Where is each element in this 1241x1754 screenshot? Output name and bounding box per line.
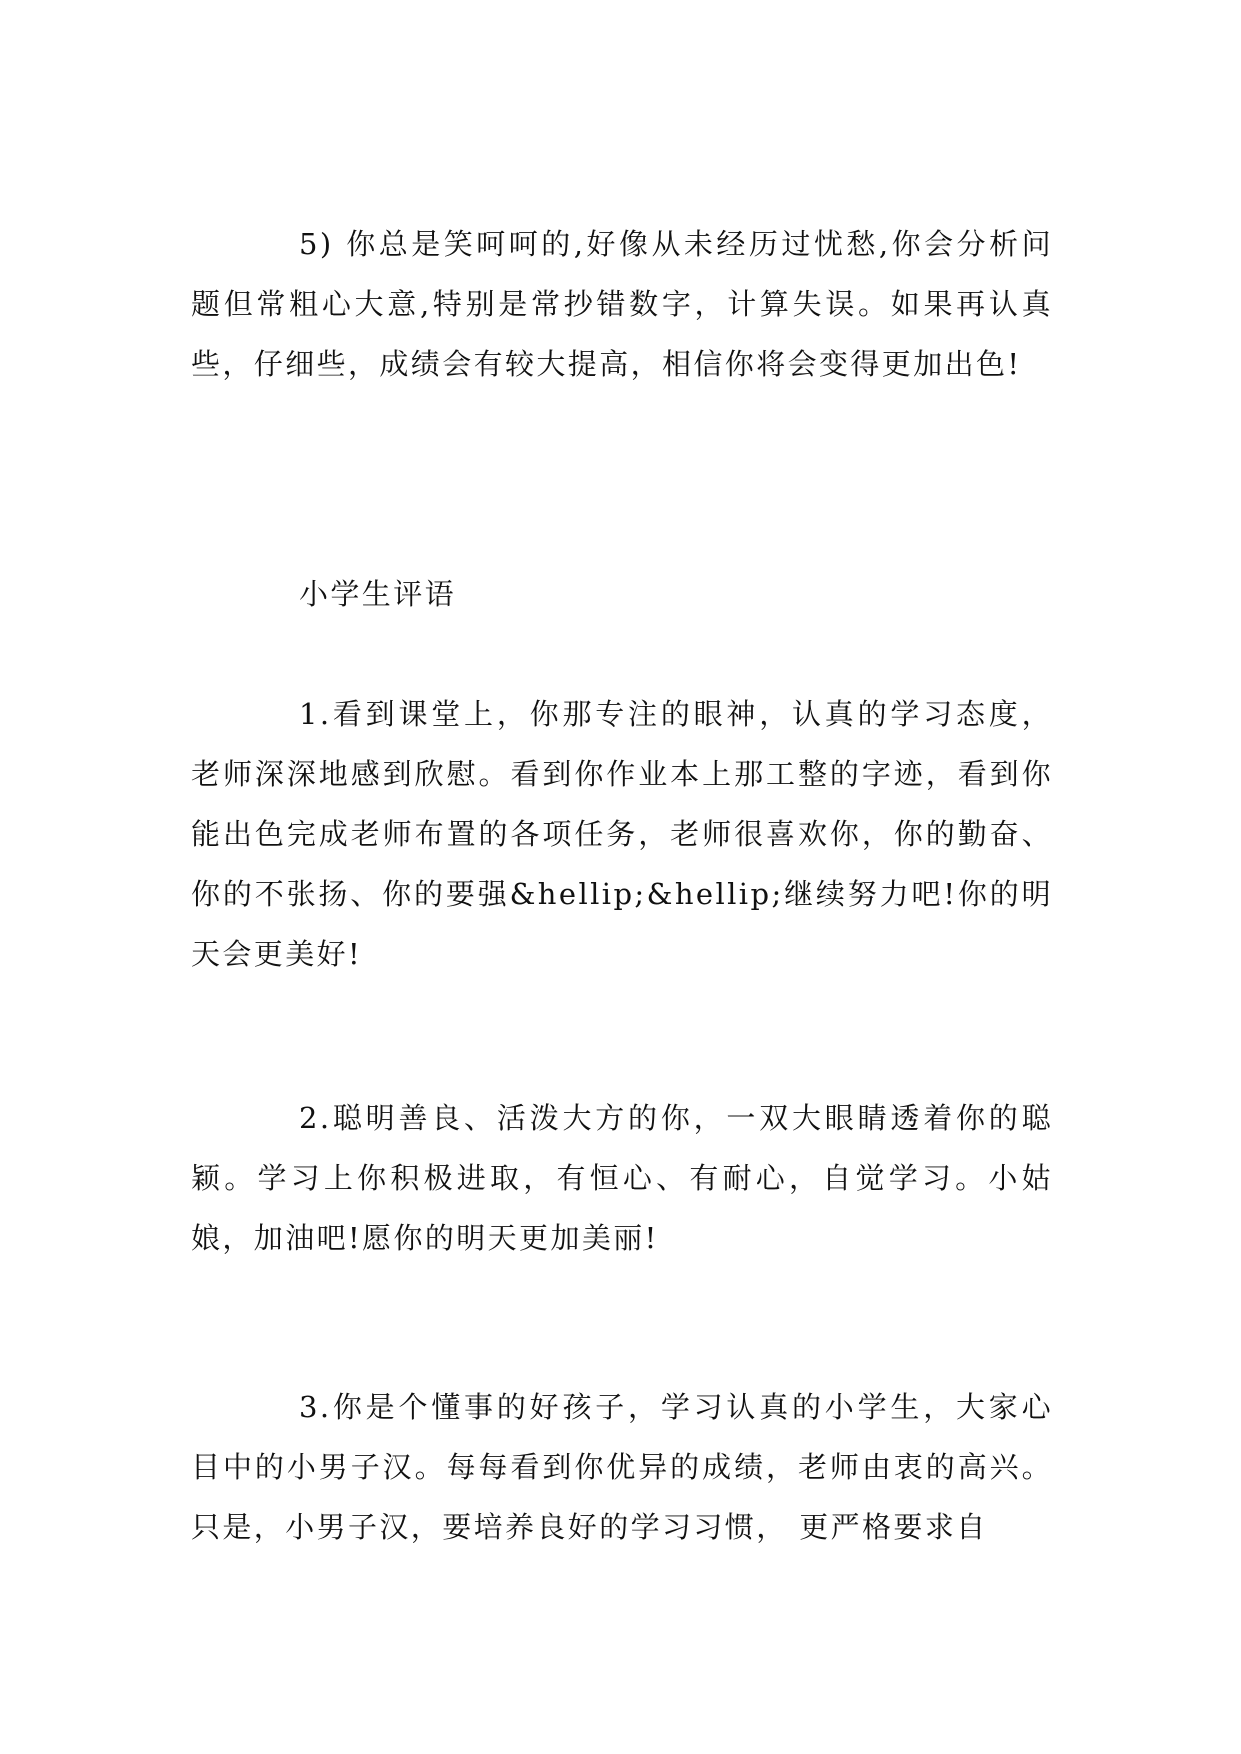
paragraph-comment-1: 1.看到课堂上，你那专注的眼神，认真的学习态度，老师深深地感到欣慰。看到你作业本上那工整的字迹，看到你能出色完成老师布置的各项任务，老师很喜欢你，你的勤奋、你的不张扬、你的要强&hellip;&hellip;继续努力吧!你的明天会更美好!	[191, 697, 1053, 971]
paragraph-comment-2: 2.聪明善良、活泼大方的你，一双大眼睛透着你的聪颖。学习上你积极进取，有恒心、有耐心，自觉学习。小姑娘，加油吧!愿你的明天更加美丽!	[191, 1101, 1053, 1255]
section-heading: 小学生评语	[299, 577, 457, 611]
paragraph-comment-3: 3.你是个懂事的好孩子，学习认真的小学生，大家心目中的小男子汉。每每看到你优异的成绩，老师由衷的高兴。只是，小男子汉，要培养良好的学习习惯， 更严格要求自	[191, 1390, 1053, 1544]
paragraph-item-5: 5) 你总是笑呵呵的,好像从未经历过忧愁,你会分析问题但常粗心大意,特别是常抄错数字，计算失误。如果再认真些，仔细些，成绩会有较大提高，相信你将会变得更加出色!	[191, 227, 1053, 381]
